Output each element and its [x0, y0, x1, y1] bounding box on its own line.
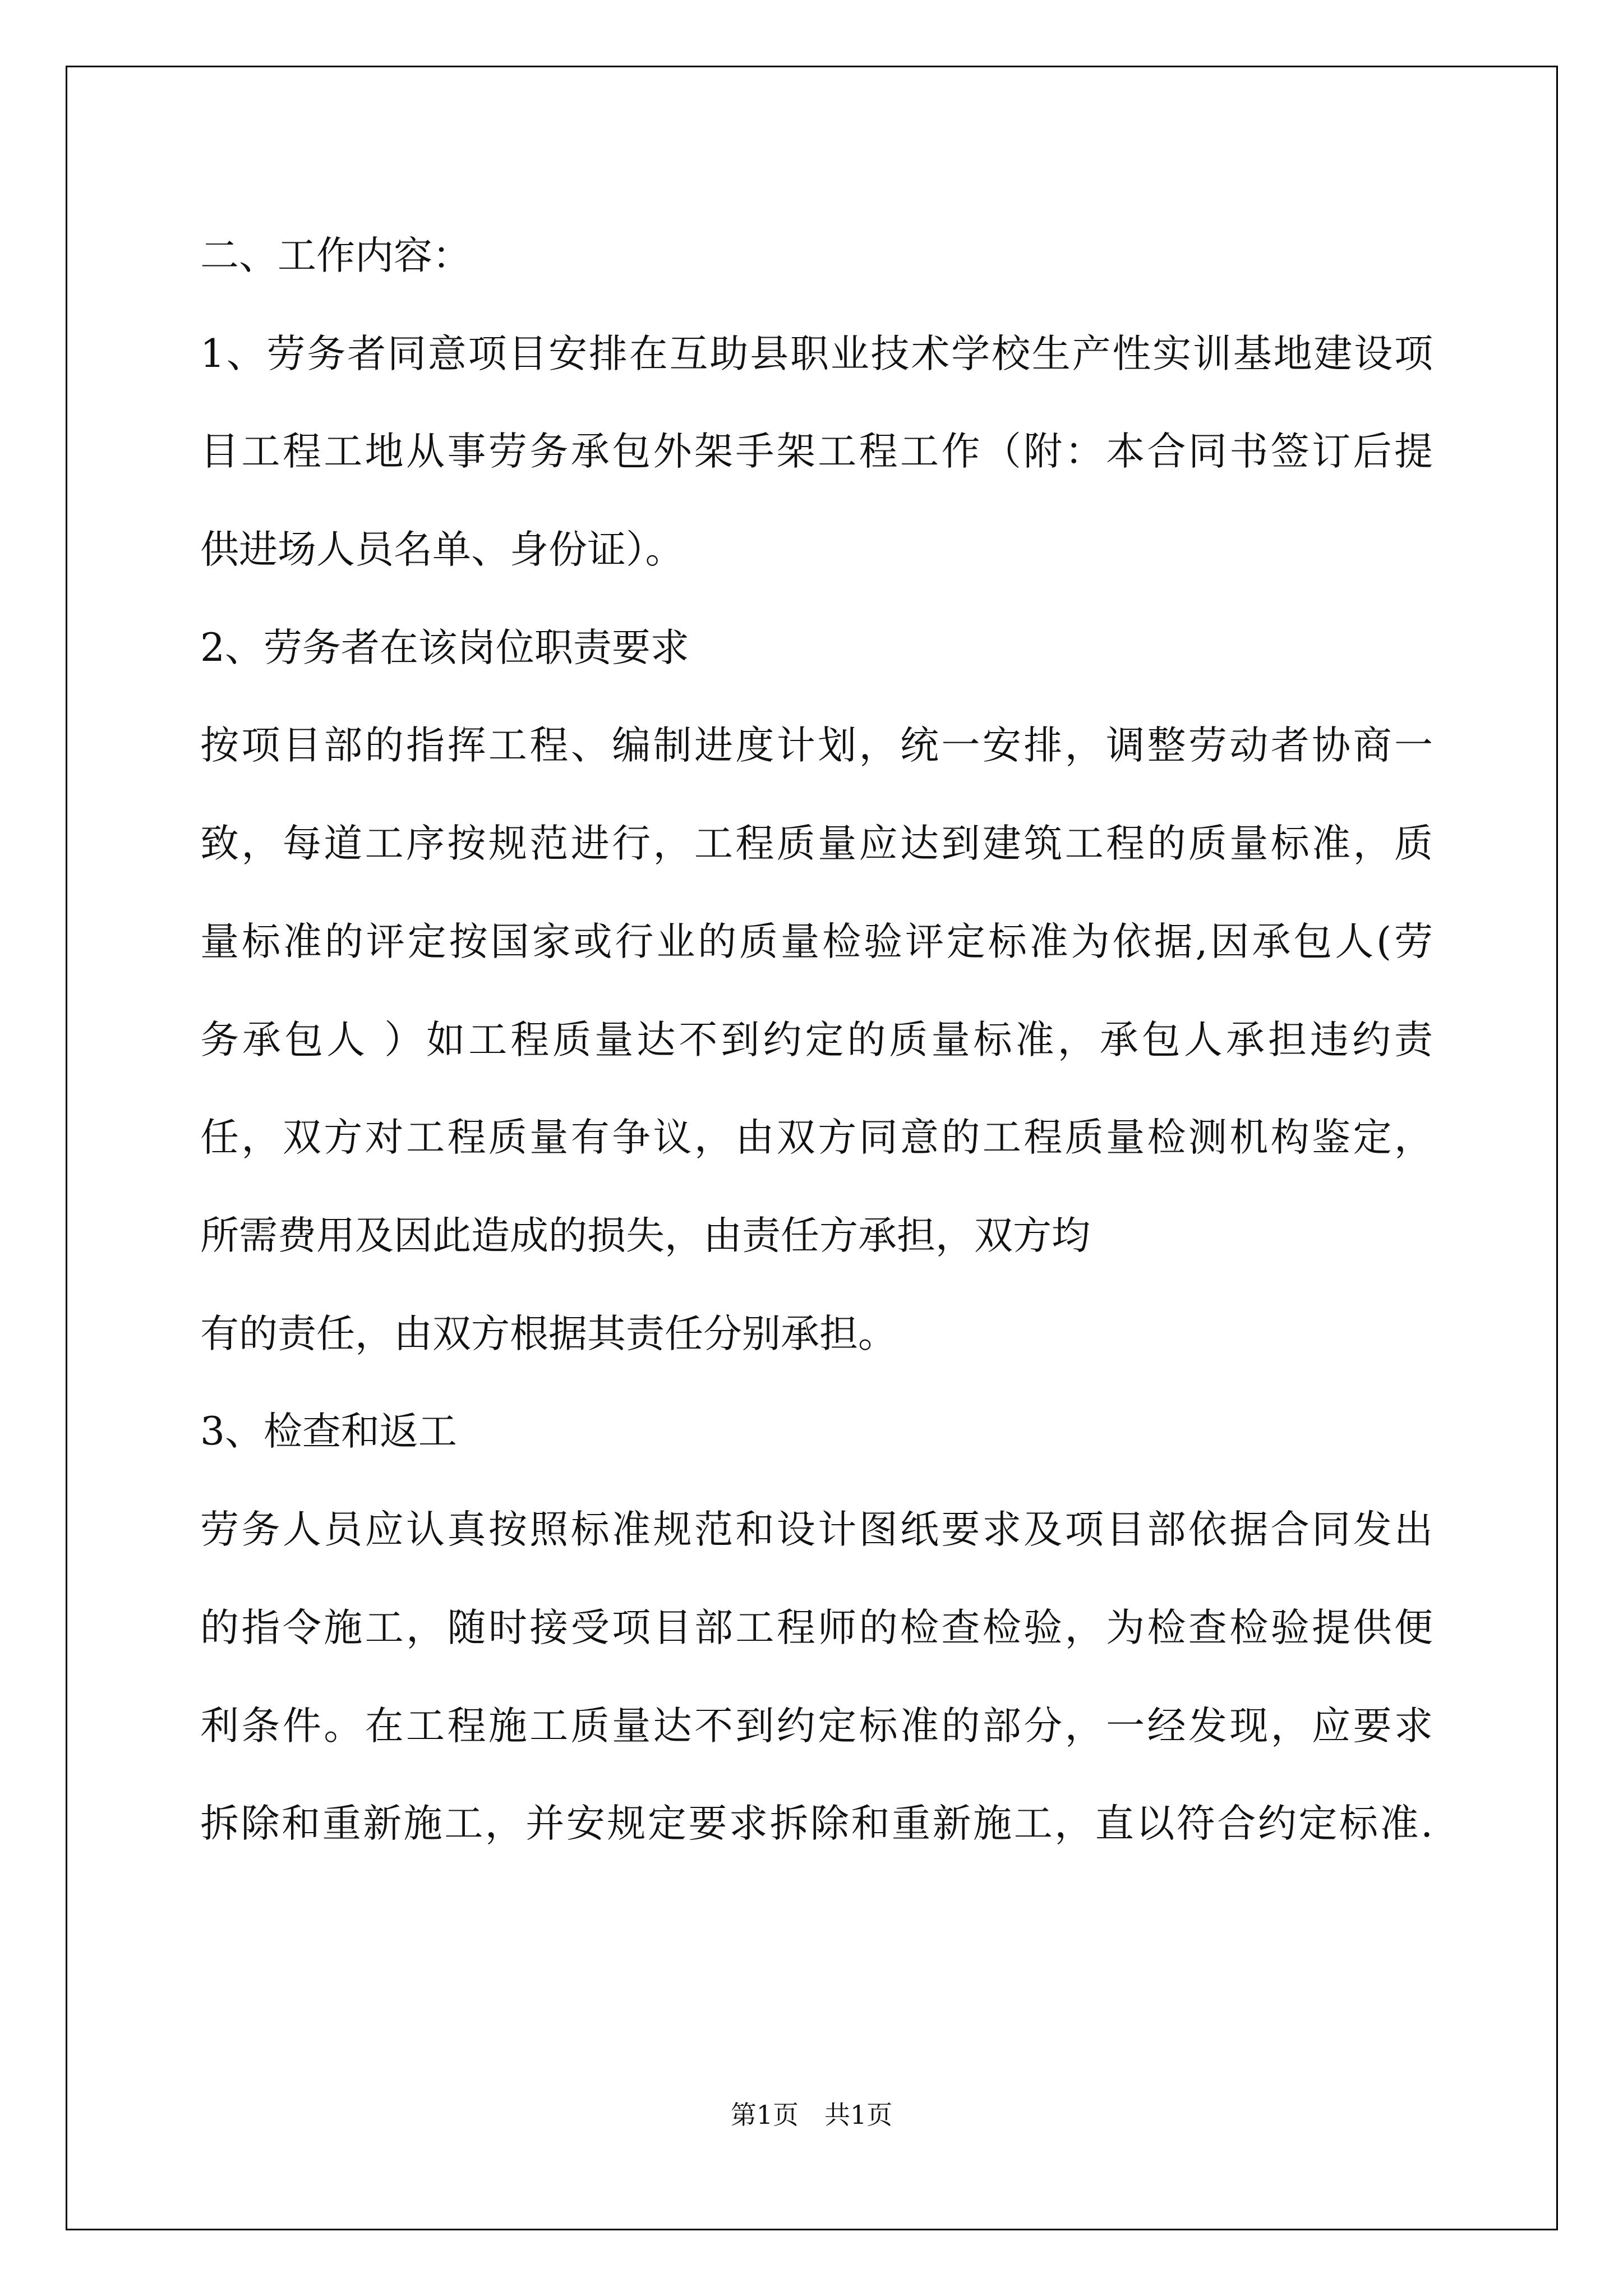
- paragraph-line: 劳务人员应认真按照标准规范和设计图纸要求及项目部依据合同发出: [200, 1507, 1433, 1552]
- subsection-heading-inspection: 3、检查和返工: [200, 1409, 457, 1454]
- section-heading-work-content: 二、工作内容：: [200, 233, 471, 278]
- paragraph-line: 致，每道工序按规范进行，工程质量应达到建筑工程的质量标准，质: [200, 821, 1433, 866]
- paragraph-line: 有的责任，由双方根据其责任分别承担。: [200, 1312, 897, 1356]
- paragraph-line: 量标准的评定按国家或行业的质量检验评定标准为依据,因承包人(劳: [200, 919, 1433, 964]
- page-number-footer: 第1页 共1页: [730, 2100, 893, 2130]
- subsection-heading-duties: 2、劳务者在该岗位职责要求: [200, 625, 689, 670]
- paragraph-line: 供进场人员名单、身份证）。: [200, 527, 684, 572]
- paragraph-line: 拆除和重新施工，并安规定要求拆除和重新施工，直以符合约定标准.: [200, 1801, 1433, 1846]
- paragraph-line: 1、劳务者同意项目安排在互助县职业技术学校生产性实训基地建设项: [200, 332, 1433, 376]
- paragraph-line: 按项目部的指挥工程、编制进度计划，统一安排，调整劳动者协商一: [200, 723, 1433, 768]
- paragraph-line: 任，双方对工程质量有争议，由双方同意的工程质量检测机构鉴定，: [200, 1115, 1433, 1160]
- paragraph-line: 所需费用及因此造成的损失，由责任方承担，双方均: [200, 1213, 1090, 1258]
- paragraph-line: 利条件。在工程施工质量达不到约定标准的部分，一经发现，应要求: [200, 1704, 1433, 1749]
- paragraph-line: 目工程工地从事劳务承包外架手架工程工作（附：本合同书签订后提: [200, 429, 1433, 474]
- paragraph-line: 务承包人 ）如工程质量达不到约定的质量标准，承包人承担违约责: [200, 1018, 1433, 1062]
- paragraph-line: 的指令施工，随时接受项目部工程师的检查检验，为检查检验提供便: [200, 1605, 1433, 1650]
